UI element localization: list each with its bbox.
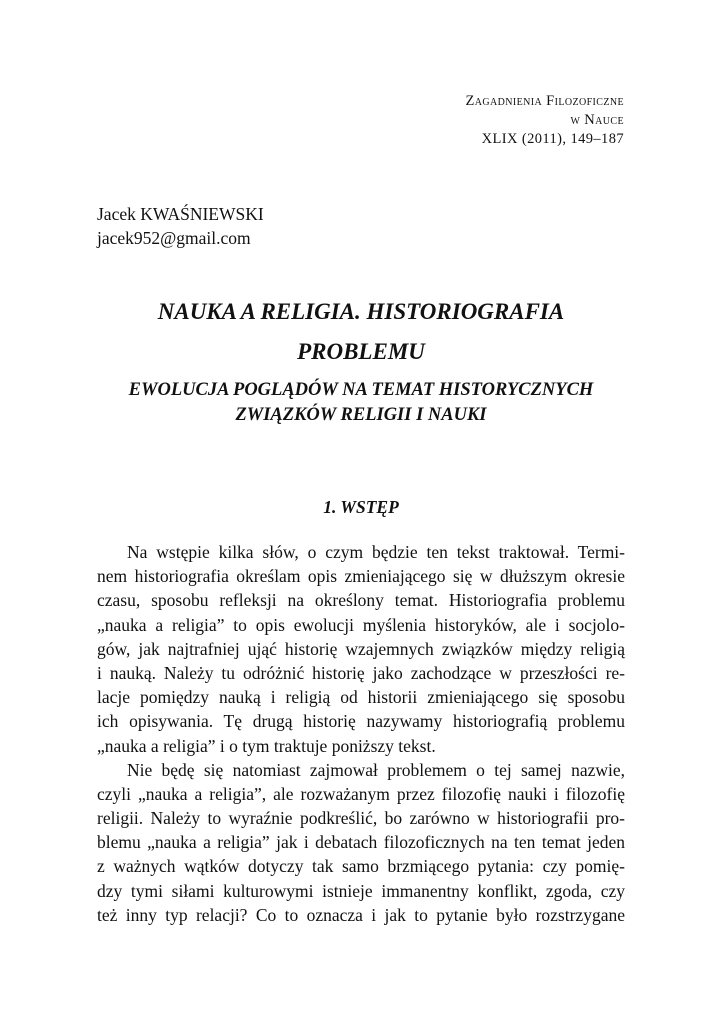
body-line: nem historiografia określam opis zmieniającego się w dłuższym okresie — [97, 566, 625, 587]
journal-issue: XLIX (2011), 149–187 — [481, 131, 624, 147]
body-line: religii. Należy to wyraźnie podkreślić, bo zarówno w historiografii pro- — [97, 808, 625, 829]
author-block — [97, 202, 264, 250]
article-subtitle-line-2: ZWIĄZKÓW RELIGII I NAUKI — [235, 405, 487, 425]
body-line: też inny typ relacji? Co to oznacza i jak to pytanie było rozstrzygane — [97, 904, 625, 925]
article-subtitle — [80, 378, 642, 428]
body-line: z ważnych wątków dotyczy tak samo brzmiącego pytania: czy pomię- — [97, 856, 625, 877]
section-heading: 1. WSTĘP — [323, 497, 399, 517]
body-text — [97, 540, 625, 927]
author-name: Jacek KWAŚNIEWSKI — [97, 204, 264, 224]
body-line: lacje pomiędzy nauką i religią od historii zmieniającego się sposobu — [97, 687, 625, 708]
article-subtitle-line-1: EWOLUCJA POGLĄDÓW NA TEMAT HISTORYCZNYCH — [128, 380, 594, 400]
body-line: dzy tymi siłami kulturowymi istnieje immanentny konflikt, zgoda, czy — [97, 880, 625, 901]
body-line: czyli „nauka a religia”, ale rozważanym przez filozofię nauki i filozofię — [97, 783, 625, 804]
body-line: blemu „nauka a religia” jak i debatach filozoficznych na ten temat jeden — [97, 832, 625, 853]
article-title-line-1: NAUKA A RELIGIA. HISTORIOGRAFIA — [157, 299, 565, 324]
article-title — [80, 292, 642, 372]
journal-name-line-1: Zagadnienia Filozoficzne — [465, 93, 624, 109]
body-line: Na wstępie kilka słów, o czym będzie ten tekst traktował. Termi- — [127, 542, 625, 562]
body-line: „nauka a religia” to opis ewolucji myślenia historyków, ale i socjolo- — [97, 614, 625, 635]
body-line: Nie będę się natomiast zajmował problemem o tej samej nazwie, — [127, 759, 625, 780]
body-line: i nauką. Należy tu odróżnić historię jako zachodzące w przeszłości re- — [97, 662, 625, 683]
author-email: jacek952@gmail.com — [97, 228, 251, 248]
journal-header — [466, 92, 624, 149]
article-title-line-2: PROBLEMU — [297, 339, 425, 364]
journal-name-line-2: w Nauce — [570, 112, 624, 128]
body-line: „nauka a religia” i o tym traktuje poniższy tekst. — [97, 735, 436, 756]
body-line: czasu, sposobu refleksji na określony temat. Historiografia problemu — [97, 590, 625, 611]
body-line: ich opisywania. Tę drugą historię nazywamy historiografią problemu — [97, 711, 625, 732]
body-line: gów, jak najtrafniej ująć historię wzajemnych związków między religią — [97, 638, 625, 659]
